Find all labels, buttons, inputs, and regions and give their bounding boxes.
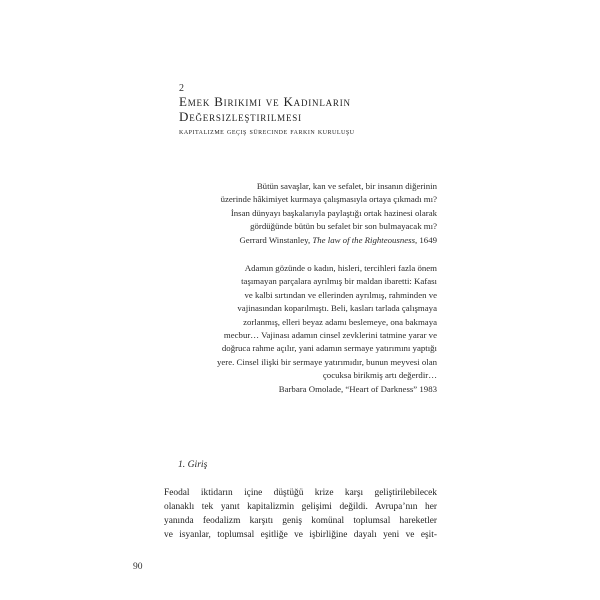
section-heading: 1. Giriş	[178, 459, 208, 470]
epigraph	[137, 262, 437, 396]
epigraph-year: , 1649	[415, 234, 437, 245]
body-line: yanında feodalizm karşıtı geniş komünal toplumsal hareketler	[164, 516, 437, 526]
epigraph-line: taşımayan parçalara ayrılmış bir maldan ibaretti: Kafası	[241, 276, 437, 287]
epigraph	[137, 180, 437, 247]
epigraph-line: mecbur… Vajinası adamın cinsel zevklerini tatmine yarar ve	[223, 330, 437, 341]
epigraph-attribution	[137, 234, 437, 247]
page-number: 90	[133, 562, 143, 572]
body-paragraph	[164, 486, 437, 542]
epigraph-line: zorlanmış, elleri beyaz adamı beslemeye, ona bakmaya	[243, 316, 437, 327]
epigraph-line: doğruca rahme açılır, yani adamın sermaye yatırımını yaptığı	[221, 343, 437, 354]
chapter-subtitle: kapitalizme geçiş sürecinde farkın kuruluşu	[179, 126, 355, 136]
chapter-title	[179, 95, 459, 124]
epigraph-line: çocuksa birikmiş artı değerdir…	[322, 370, 437, 381]
body-line: Feodal iktidarın içine düştüğü krize karşı geliştirilebilecek	[164, 488, 437, 498]
epigraph-line: üzerinde hâkimiyet kurmaya çalışmasıyla ortaya çıkmadı mı?	[220, 194, 437, 205]
epigraph-line: Bütün savaşlar, kan ve sefalet, bir insanın diğerinin	[256, 181, 437, 191]
epigraph-work-title: The law of the Righteousness	[312, 234, 415, 245]
epigraph-attribution: Barbara Omolade, “Heart of Darkness” 1983	[278, 383, 437, 394]
chapter-title-line: Emek Birikimi ve Kadınların	[179, 94, 351, 109]
body-line: olanaklı tek yanıt kapitalizmin gelişimi değildi. Avrupa’nın her	[164, 502, 437, 512]
chapter-title-line: Değersizleştirilmesi	[179, 108, 302, 124]
body-line: ve isyanlar, toplumsal eşitliğe ve işbirliğine dayalı yeni ve eşit-	[164, 530, 437, 540]
epigraph-line: ve kalbi sırtından ve ellerinden ayrılmış, rahminden ve	[244, 289, 437, 300]
epigraph-line: gördüğünde bütün bu sefalet bir son bulmayacak mı?	[250, 221, 437, 232]
epigraph-author: Gerrard Winstanley,	[239, 234, 313, 245]
chapter-number: 2	[179, 83, 184, 94]
epigraph-line: İnsan dünyayı başkalarıyla paylaştığı ortak hazinesi olarak	[230, 207, 437, 218]
epigraph-line: vajinasından koparılmıştı. Beli, kasları tarlada çalışmaya	[237, 303, 437, 314]
epigraph-line: Adamın gözünde o kadın, hisleri, tercihleri fazla önem	[244, 263, 437, 273]
epigraph-line: yere. Cinsel ilişki bir sermaye yatırımıdır, bunun meyvesi olan	[216, 356, 437, 367]
